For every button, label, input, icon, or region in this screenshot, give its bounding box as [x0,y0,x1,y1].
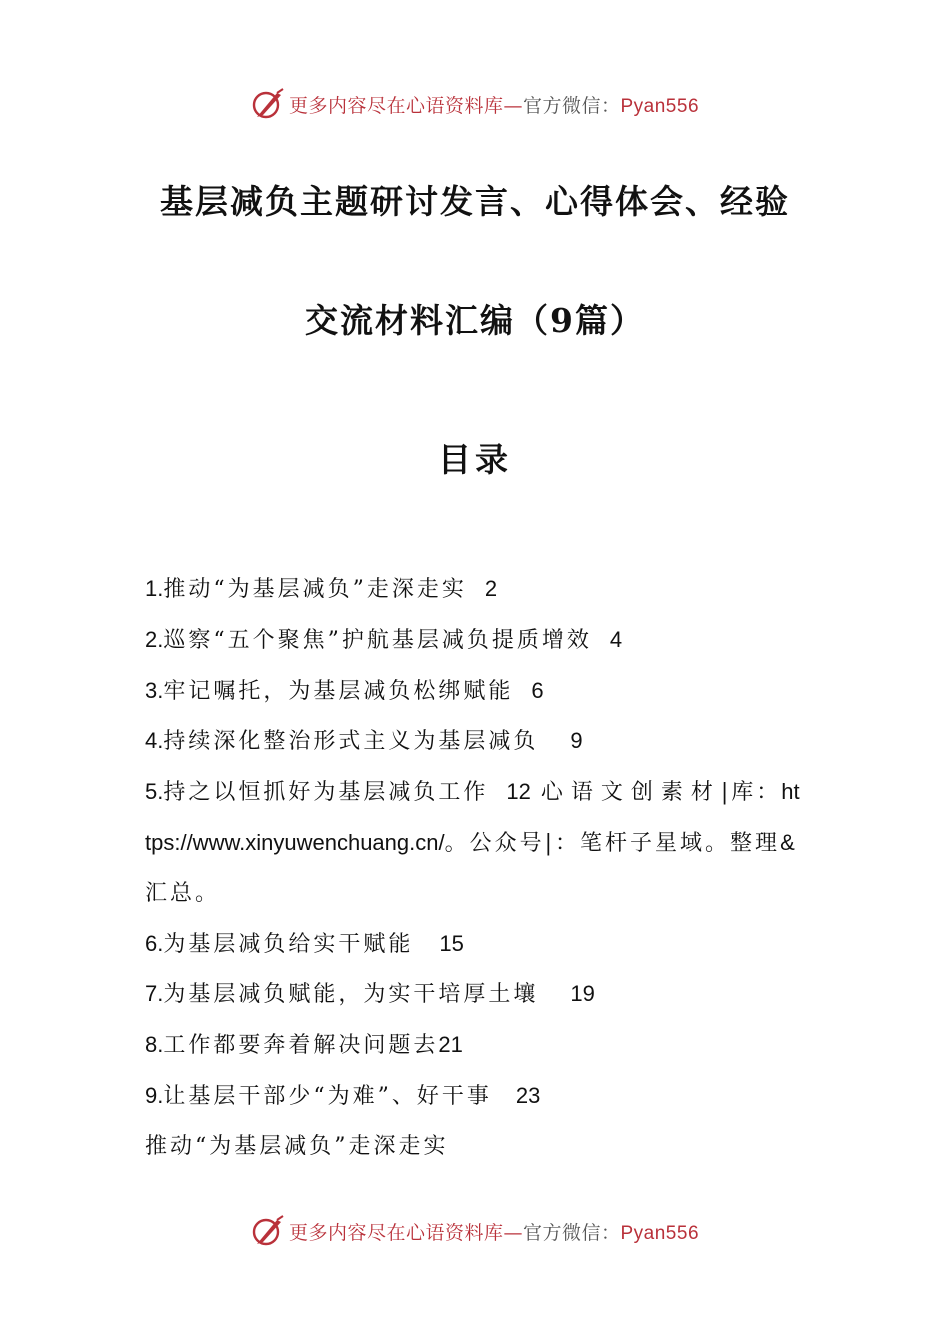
toc-item-5[interactable]: 5.持之以恒抓好为基层减负工作 12 心语文创素材|库：https://www.xinyuwenchuang.cn/。公众号|：笔杆子星域。整理&汇总。 [145,779,800,906]
document-title-line-1: 基层减负主题研讨发言、心得体会、经验 [160,182,790,221]
toc-item-7[interactable]: 7.为基层减负赋能，为实干培厚土壤 19 [145,981,595,1008]
toc-item-3[interactable]: 3.牢记嘱托，为基层减负松绑赋能 6 [145,677,544,704]
section-title: 推动“为基层减负”走深走实 [145,1133,449,1159]
inline-url-link[interactable]: https://www.xinyuwenchuang.cn/ [145,779,800,855]
quill-logo-icon [251,87,285,121]
toc-heading: 目录 [438,440,512,479]
toc-item-2[interactable]: 2.巡察“五个聚焦”护航基层减负提质增效 4 [145,626,623,653]
toc-item-4[interactable]: 4.持续深化整治形式主义为基层减负 9 [145,728,583,755]
toc-item-1[interactable]: 1.推动“为基层减负”走深走实 2 [145,576,498,602]
table-of-contents [145,564,805,1172]
toc-item-6[interactable]: 6.为基层减负给实干赋能 15 [145,930,464,957]
quill-logo-icon [251,1214,285,1248]
header-banner [0,84,950,124]
banner-text: 更多内容尽在心语资料库—官方微信：Pyan556 [288,94,700,117]
toc-item-8[interactable]: 8.工作都要奔着解决问题去21 [145,1032,463,1059]
banner-text: 更多内容尽在心语资料库—官方微信：Pyan556 [288,1221,700,1244]
toc-item-9[interactable]: 9.让基层干部少“为难”、好干事 23 [145,1082,541,1109]
footer-banner [0,1211,950,1251]
inline-note: 心语文创素材|库：https://www.xinyuwenchuang.cn/。公众号|：笔杆子星域。整理&汇总。 [145,779,800,906]
document-title-line-2: 交流材料汇编（9篇） [305,301,645,340]
